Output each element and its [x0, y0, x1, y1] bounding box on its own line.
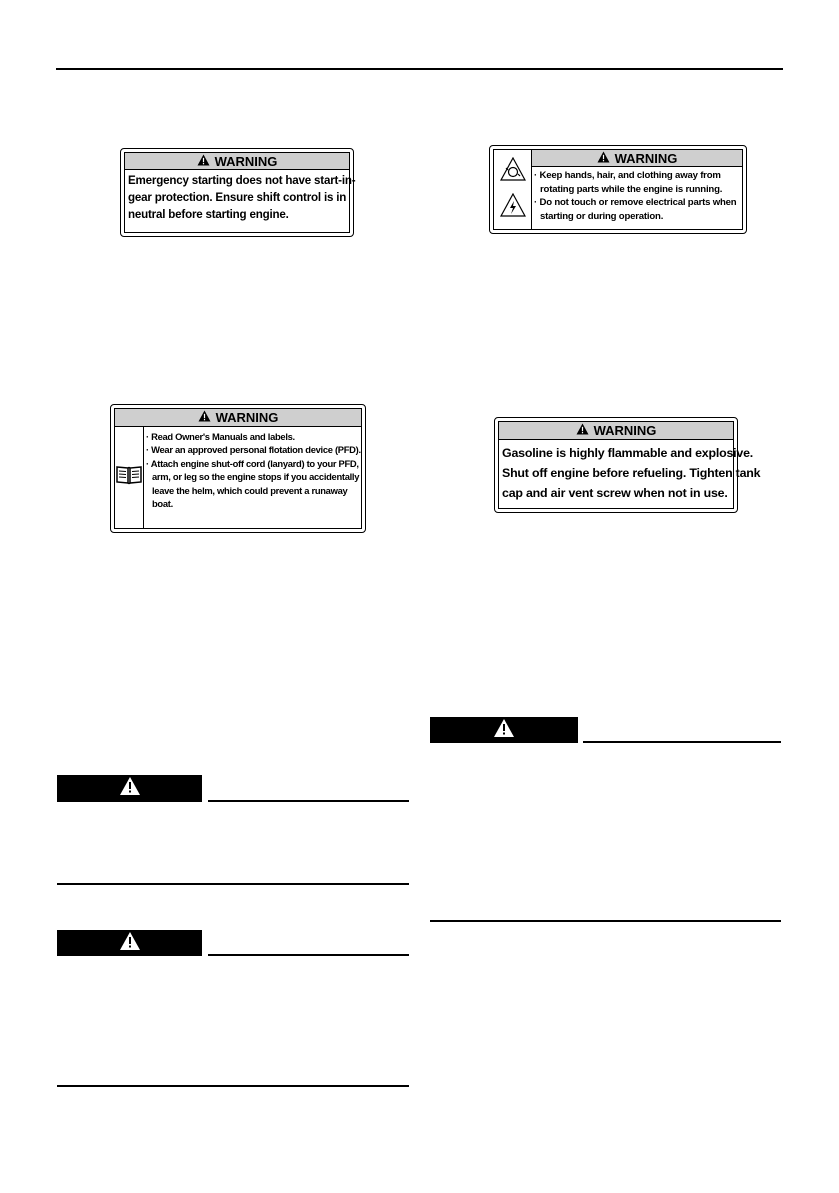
section-end-rule: [430, 920, 781, 922]
section-end-rule: [57, 1085, 409, 1087]
label-line: gear protection. Ensure shift control is in: [128, 191, 347, 204]
section-end-rule: [57, 883, 409, 885]
label-text: [125, 170, 356, 232]
label-text: [532, 167, 742, 229]
label-line: · Attach engine shut-off cord (lanyard) to your PFD,: [146, 457, 359, 469]
label-heading: [125, 153, 349, 170]
rotating-parts-icon: [500, 157, 526, 186]
label-line: Shut off engine before refueling. Tighten tank: [502, 466, 761, 480]
label-line: neutral before starting engine.: [128, 208, 289, 221]
label-line: boat.: [152, 498, 173, 510]
label-icon-column: [115, 427, 144, 528]
label-heading: [115, 409, 361, 427]
warning-triangle-icon: [597, 151, 610, 166]
label-line: · Do not touch or remove electrical parts when: [534, 197, 737, 208]
warning-banner: [57, 930, 202, 956]
warning-exclamation-icon: [119, 931, 141, 956]
label-heading-text: WARNING: [214, 153, 278, 169]
electric-shock-icon: [500, 193, 526, 222]
label-line: arm, or leg so the engine stops if you accidentally: [152, 471, 360, 483]
label-line: · Wear an approved personal flotation device (PFD).: [146, 444, 361, 456]
warning-banner: [57, 775, 202, 802]
label-heading-text: WARNING: [593, 423, 657, 438]
warning-exclamation-icon: [493, 718, 515, 743]
label-line: Gasoline is highly flammable and explosive.: [502, 446, 753, 460]
label-text: [144, 427, 363, 528]
warning-banner: [430, 717, 578, 743]
label-line: leave the helm, which could prevent a runaway: [152, 484, 348, 496]
header-rule: [56, 68, 783, 70]
label-line: · Keep hands, hair, and clothing away from: [534, 170, 721, 181]
label-line: starting or during operation.: [540, 210, 664, 222]
warning-triangle-icon: [576, 423, 589, 438]
label-line: Emergency starting does not have start-in-: [128, 174, 356, 187]
label-line: · Read Owner's Manuals and labels.: [146, 431, 295, 442]
warning-label-safety-equipment: [110, 404, 366, 533]
book-icon: [115, 465, 143, 490]
warning-label-emergency-starting: [120, 148, 354, 237]
label-heading: [499, 422, 733, 440]
warning-triangle-icon: [198, 410, 211, 425]
warning-triangle-icon: [197, 154, 210, 169]
banner-rule: [208, 800, 409, 802]
banner-rule: [208, 954, 409, 956]
warning-label-fuel: [494, 417, 761, 513]
label-heading-text: WARNING: [215, 410, 279, 425]
banner-rule: [583, 741, 781, 743]
label-heading-text: WARNING: [614, 150, 678, 166]
label-line: cap and air vent screw when not in use.: [502, 486, 728, 500]
warning-exclamation-icon: [119, 776, 141, 801]
label-text: [499, 440, 761, 508]
label-line: rotating parts while the engine is running.: [540, 183, 723, 195]
label-heading: [532, 150, 742, 167]
warning-label-moving-parts: [489, 145, 747, 234]
label-icon-column: [494, 150, 532, 229]
